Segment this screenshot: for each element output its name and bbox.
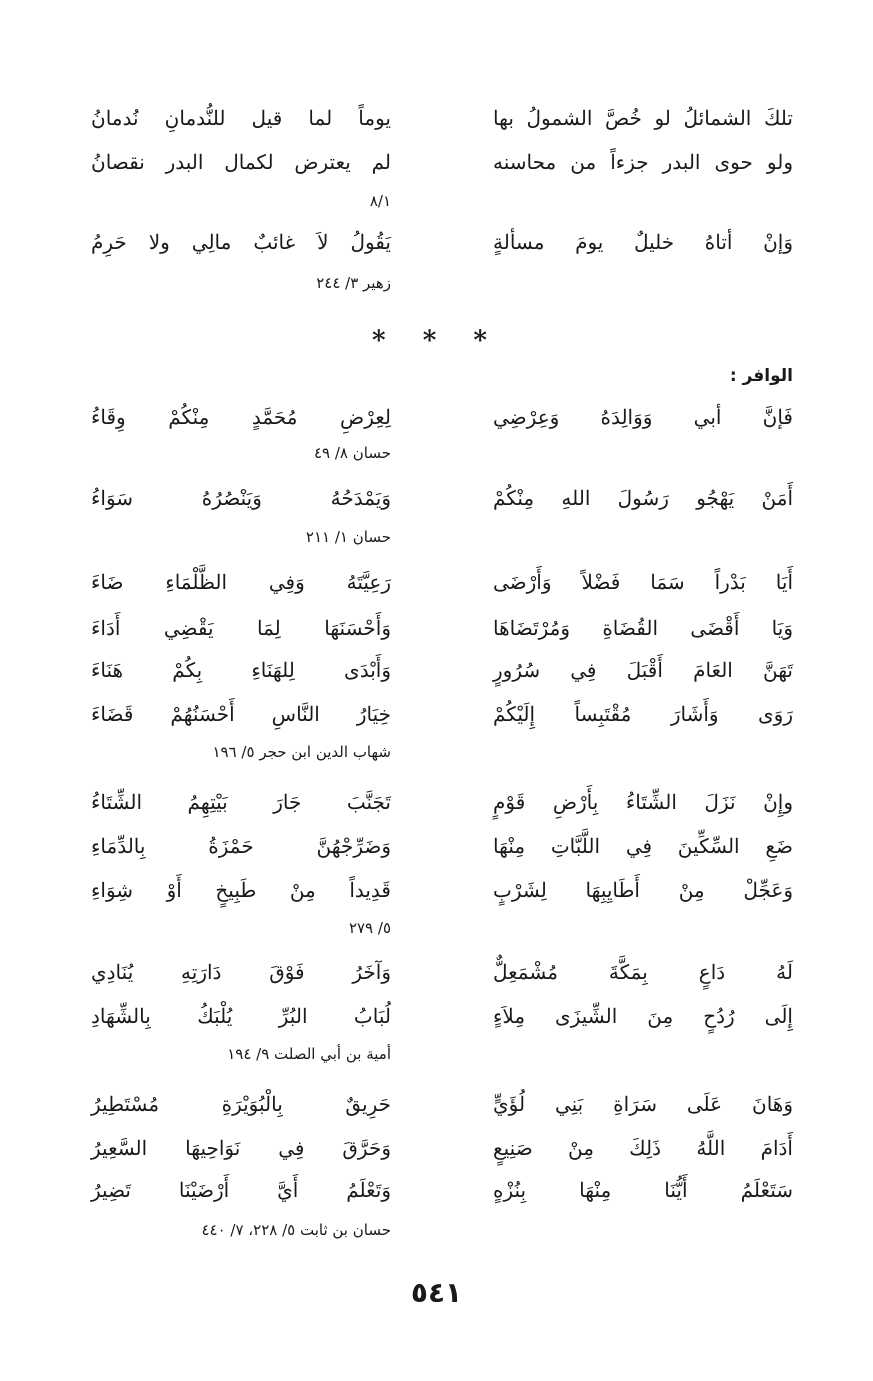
meter-heading: الوافر : (729, 366, 793, 386)
verse-line: لِعِرْضِ مُحَمَّدٍ مِنْكُمْ وِقَاءُ (91, 405, 391, 429)
verse-line: وَإنْ أتاهُ خليلٌ يومَ مسألةٍ (493, 230, 793, 254)
verse-line: ولو حوى البدر جزءاً من محاسنه (493, 150, 793, 174)
verse-source: زهير ٣/ ٢٤٤ (316, 274, 391, 292)
verse-line: حَرِيقٌ بِالْبُوَيْرَةِ مُسْتَطِيرُ (91, 1092, 391, 1116)
verse-line: وَضَرِّجْهُنَّ حَمْزَةُ بِالدِّمَاءِ (91, 834, 391, 858)
verse-line: خِيَارُ النَّاسِ أَحْسَنُهُمْ قَضَاءَ (91, 702, 391, 726)
verse-line: قَدِيداً مِنْ طَبِيخٍ أَوْ شِوَاءِ (91, 878, 391, 902)
verse-line: وإِنْ نَزَلَ الشِّتَاءُ بِأَرْضِ قَوْمٍ (493, 790, 793, 814)
verse-line: وَيَمْدَحُهُ وَيَنْصُرُهُ سَوَاءُ (91, 486, 391, 510)
verse-line: تَهَنَّ العَامَ أَقْبَلَ فِي سُرُورٍ (493, 658, 793, 682)
verse-line: لَهُ دَاعٍ بِمَكَّةَ مُشْمَعِلٌّ (493, 960, 793, 984)
verse-line: تلكَ الشمائلُ لو خُصَّ الشمولُ بها (493, 106, 793, 130)
verse-line: إِلَى رُدُحٍ مِنَ الشِّيزَى مِلاَءٍ (493, 1004, 793, 1028)
verse-line: رَعِيَّتَهُ وَفِي الظَّلْمَاءِ ضَاءَ (91, 570, 391, 594)
verse-line: يوماً لما قيل للنُّدمانِ نُدمانُ (91, 106, 391, 130)
page-number: ٥٤١ (410, 1276, 463, 1309)
verse-line: يَقُولُ لاَ غائبٌ مالِي ولا حَرِمُ (91, 230, 391, 254)
verse-source: شهاب الدين ابن حجر ٥/ ١٩٦ (212, 743, 391, 761)
verse-line: وَأَبْدَى لِلهَنَاءِ بِكُمْ هَنَاءَ (91, 658, 391, 682)
verse-line: وَتَعْلَمُ أَيَّ أَرْضَيْنَا تَضِيرُ (91, 1178, 391, 1202)
verse-line: لُبَابُ البُرِّ يُلْبَكُ بِالشِّهَادِ (91, 1004, 391, 1028)
verse-line: وَحَرَّقَ فِي نَوَاحِيهَا السَّعِيرُ (91, 1136, 391, 1160)
verse-line: لم يعترض لكمال البدر نقصانُ (91, 150, 391, 174)
verse-line: أَمَنْ يَهْجُو رَسُولَ اللهِ مِنْكُمْ (493, 486, 793, 510)
verse-line: أَيَا بَدْراً سَمَا فَضْلاً وَأَرْضَى (493, 570, 793, 594)
verse-line: وَعَجِّلْ مِنْ أَطَايِبِهَا لِشَرْبٍ (493, 878, 793, 902)
verse-source: حسان بن ثابت ٥/ ٢٢٨، ٧/ ٤٤٠ (201, 1221, 391, 1239)
verse-line: أَدَامَ اللَّهُ ذَلِكَ مِنْ صَنِيعٍ (493, 1136, 793, 1160)
verse-source: ٥/ ٢٧٩ (348, 919, 391, 937)
verse-line: وَأَحْسَنَهَا لِمَا يَقْضِي أَدَاءَ (91, 616, 391, 640)
verse-line: رَوَى وَأَشَارَ مُقْتَبِساً إِلَيْكُمْ (493, 702, 793, 726)
verse-line: تَجَنَّبَ جَارَ بَيْتِهِمُ الشِّتَاءُ (91, 790, 391, 814)
verse-source: حسان ٨/ ٤٩ (313, 444, 391, 462)
verse-source: ٨/١ (369, 192, 391, 210)
verse-line: ضَعِ السِّكِّينَ فِي اللَّبَّاتِ مِنْهَا (493, 834, 793, 858)
verse-source: أمية بن أبي الصلت ٩/ ١٩٤ (227, 1045, 391, 1063)
verse-line: سَتَعْلَمُ أَيُّنَا مِنْهَا بِنُزْهٍ (493, 1178, 793, 1202)
verse-line: وَيَا أَقْضَى القُضَاةِ وَمُرْتَضَاهَا (493, 616, 793, 640)
verse-line: وَآخَرُ فَوْقَ دَارَتِهِ يُنَادِي (91, 960, 391, 984)
verse-line: وَهَانَ عَلَى سَرَاةِ بَنِي لُؤَيٍّ (493, 1092, 793, 1116)
verse-source: حسان ١/ ٢١١ (305, 528, 391, 546)
section-divider: * * * (372, 326, 501, 356)
verse-line: فَإنَّ أبي وَوَالِدَهُ وَعِرْضِي (493, 405, 793, 429)
